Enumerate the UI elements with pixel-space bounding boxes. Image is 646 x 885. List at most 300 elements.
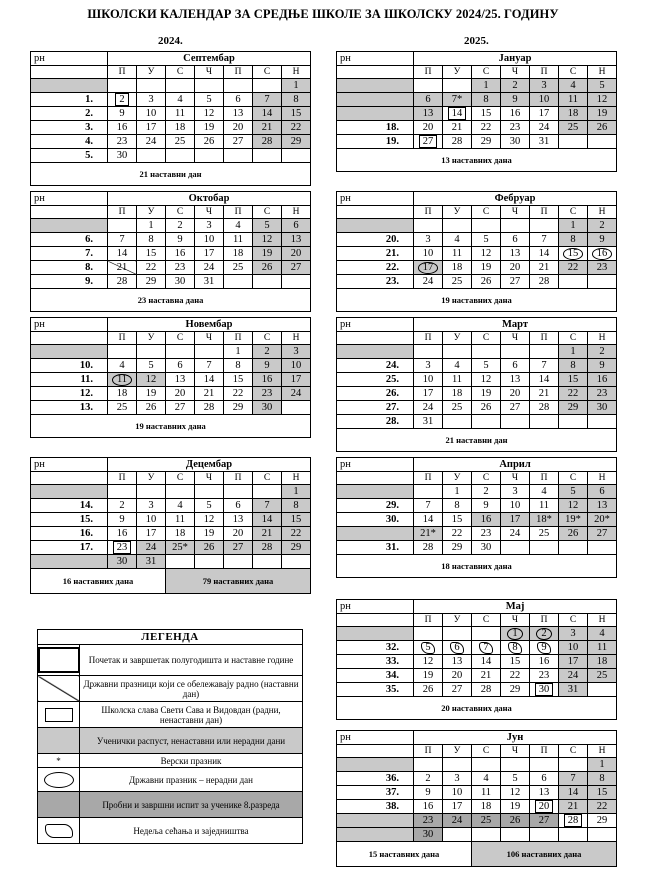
day-cell bbox=[443, 814, 472, 828]
day-number: 7 bbox=[570, 772, 576, 784]
day-cell bbox=[224, 485, 253, 499]
week-number: 8. bbox=[31, 261, 108, 275]
day-cell bbox=[137, 261, 166, 275]
day-number: 2 bbox=[536, 628, 551, 640]
day-cell bbox=[472, 93, 501, 107]
day-number: 20 bbox=[535, 800, 554, 813]
day-cell bbox=[588, 800, 617, 814]
day-cell bbox=[166, 93, 195, 107]
day-header: Н bbox=[282, 472, 311, 485]
day-cell bbox=[108, 387, 137, 401]
day-header: У bbox=[137, 66, 166, 79]
day-number: 22 bbox=[290, 121, 302, 133]
week-row bbox=[31, 261, 311, 275]
day-cell bbox=[253, 527, 282, 541]
day-cell bbox=[588, 814, 617, 828]
day-number: 20 bbox=[232, 527, 244, 539]
day-number: 11 bbox=[232, 233, 244, 245]
day-number: 8 bbox=[570, 359, 576, 371]
week-row bbox=[337, 627, 617, 641]
day-number: 28 bbox=[451, 135, 463, 147]
day-cell bbox=[282, 373, 311, 387]
day-cell bbox=[253, 79, 282, 93]
day-number: 26 bbox=[509, 814, 521, 826]
day-cell bbox=[443, 758, 472, 772]
day-cell bbox=[588, 669, 617, 683]
day-cell bbox=[253, 135, 282, 149]
day-number: 2 bbox=[483, 485, 489, 497]
day-cell bbox=[166, 121, 195, 135]
month-teaching-days: 18 наставних дана bbox=[337, 555, 617, 578]
day-cell bbox=[530, 219, 559, 233]
day-cell bbox=[443, 800, 472, 814]
day-cell bbox=[501, 627, 530, 641]
day-number: 25 bbox=[567, 121, 579, 133]
day-number: 19 bbox=[509, 800, 521, 812]
day-cell bbox=[559, 219, 588, 233]
week-number bbox=[337, 828, 414, 842]
day-cell bbox=[253, 233, 282, 247]
day-number: 14 bbox=[480, 655, 492, 667]
day-cell bbox=[530, 627, 559, 641]
legend-symbol-slash bbox=[38, 676, 80, 702]
day-cell bbox=[224, 555, 253, 569]
day-cell bbox=[559, 655, 588, 669]
day-header: С bbox=[253, 206, 282, 219]
day-cell bbox=[282, 555, 311, 569]
day-cell bbox=[195, 499, 224, 513]
day-cell bbox=[530, 79, 559, 93]
rn-label: рн bbox=[31, 318, 108, 332]
day-cell bbox=[282, 345, 311, 359]
day-cell bbox=[443, 79, 472, 93]
day-cell bbox=[414, 107, 443, 121]
day-cell bbox=[501, 135, 530, 149]
day-cell bbox=[137, 359, 166, 373]
day-number: 11 bbox=[174, 513, 186, 525]
week-number: 31. bbox=[337, 541, 414, 555]
day-cell bbox=[472, 800, 501, 814]
day-number: 1 bbox=[507, 628, 522, 640]
day-cell bbox=[559, 627, 588, 641]
day-cell bbox=[195, 93, 224, 107]
day-number: 15 bbox=[567, 373, 579, 385]
day-number: 23 bbox=[596, 261, 608, 273]
day-number: 6 bbox=[177, 359, 183, 371]
day-number: 24 bbox=[290, 387, 302, 399]
day-cell bbox=[443, 107, 472, 121]
day-header: Ч bbox=[501, 206, 530, 219]
day-cell bbox=[137, 107, 166, 121]
day-cell bbox=[588, 261, 617, 275]
day-number: 15 bbox=[509, 655, 521, 667]
day-header: П bbox=[530, 66, 559, 79]
day-cell bbox=[414, 219, 443, 233]
day-number: 26 bbox=[145, 401, 157, 413]
week-number: 38. bbox=[337, 800, 414, 814]
day-cell bbox=[443, 641, 472, 655]
day-cell bbox=[588, 655, 617, 669]
day-number: 8 bbox=[293, 93, 299, 105]
day-number: 1 bbox=[235, 345, 241, 357]
day-cell bbox=[195, 275, 224, 289]
week-row bbox=[31, 107, 311, 121]
week-row bbox=[337, 373, 617, 387]
day-number: 23 bbox=[538, 669, 550, 681]
day-number: 5 bbox=[206, 93, 212, 105]
day-cell bbox=[195, 107, 224, 121]
day-cell bbox=[108, 107, 137, 121]
week-number bbox=[31, 555, 108, 569]
day-cell bbox=[588, 627, 617, 641]
day-cell bbox=[414, 233, 443, 247]
day-cell bbox=[414, 485, 443, 499]
day-cell bbox=[108, 149, 137, 163]
day-cell bbox=[414, 275, 443, 289]
week-row bbox=[337, 786, 617, 800]
day-number: 9 bbox=[119, 107, 125, 119]
day-number: 2 bbox=[512, 79, 518, 91]
day-number: 17 bbox=[451, 800, 463, 812]
day-header: П bbox=[414, 332, 443, 345]
day-cell bbox=[224, 219, 253, 233]
week-row bbox=[337, 261, 617, 275]
legend-symbol-flag bbox=[38, 818, 80, 844]
day-number: 21 bbox=[567, 800, 579, 812]
day-cell bbox=[530, 669, 559, 683]
day-number: 21 bbox=[261, 527, 273, 539]
day-number: 6 bbox=[512, 233, 518, 245]
day-number: 21 bbox=[480, 669, 492, 681]
day-number: 15 bbox=[145, 247, 157, 259]
day-header: Ч bbox=[501, 614, 530, 627]
day-cell bbox=[472, 499, 501, 513]
day-number: 29 bbox=[290, 135, 302, 147]
day-cell bbox=[166, 485, 195, 499]
day-cell bbox=[166, 527, 195, 541]
day-number: 1 bbox=[599, 758, 605, 770]
day-cell bbox=[501, 485, 530, 499]
day-header: У bbox=[137, 332, 166, 345]
day-cell bbox=[559, 135, 588, 149]
calendar-sep bbox=[30, 51, 311, 186]
day-header: У bbox=[137, 472, 166, 485]
day-cell bbox=[501, 499, 530, 513]
day-cell bbox=[414, 415, 443, 429]
week-number bbox=[337, 93, 414, 107]
day-header: У bbox=[443, 472, 472, 485]
month-name: Март bbox=[414, 318, 617, 332]
day-cell bbox=[443, 275, 472, 289]
day-number: 20 bbox=[232, 121, 244, 133]
day-number: 18 bbox=[567, 107, 579, 119]
day-cell bbox=[253, 401, 282, 415]
day-number: 6 bbox=[541, 772, 547, 784]
day-number: 17 bbox=[567, 655, 579, 667]
day-header: Н bbox=[588, 332, 617, 345]
month-teaching-days: 21 наставни дан bbox=[337, 429, 617, 452]
day-header: П bbox=[530, 332, 559, 345]
day-number: 25 bbox=[116, 401, 128, 413]
day-cell bbox=[224, 401, 253, 415]
day-cell bbox=[137, 247, 166, 261]
day-cell bbox=[588, 373, 617, 387]
day-cell bbox=[108, 219, 137, 233]
day-cell bbox=[472, 627, 501, 641]
day-number: 26 bbox=[596, 121, 608, 133]
day-header: П bbox=[224, 472, 253, 485]
day-number: 23 bbox=[113, 541, 132, 554]
day-cell bbox=[443, 485, 472, 499]
day-number: 8 bbox=[454, 499, 460, 511]
day-cell bbox=[282, 261, 311, 275]
day-number: 7 bbox=[541, 359, 547, 371]
day-number: 31 bbox=[538, 135, 550, 147]
day-number: 28 bbox=[538, 401, 550, 413]
day-number: 10 bbox=[290, 359, 302, 371]
day-number: 29 bbox=[509, 683, 521, 695]
day-cell bbox=[108, 401, 137, 415]
day-cell bbox=[588, 387, 617, 401]
week-row bbox=[31, 401, 311, 415]
day-header: П bbox=[108, 66, 137, 79]
day-number: 25* bbox=[172, 541, 188, 553]
day-cell bbox=[559, 772, 588, 786]
day-number: 16 bbox=[509, 107, 521, 119]
day-cell bbox=[253, 107, 282, 121]
week-number: 37. bbox=[337, 786, 414, 800]
day-number: 18 bbox=[451, 261, 463, 273]
day-number: 30 bbox=[261, 401, 273, 413]
week-row bbox=[31, 121, 311, 135]
calendar-nov bbox=[30, 317, 311, 438]
day-cell bbox=[414, 828, 443, 842]
day-cell bbox=[166, 261, 195, 275]
day-number: 12 bbox=[509, 786, 521, 798]
day-cell bbox=[414, 627, 443, 641]
day-cell bbox=[414, 261, 443, 275]
day-number: 2 bbox=[264, 345, 270, 357]
day-cell bbox=[472, 219, 501, 233]
day-cell bbox=[414, 786, 443, 800]
day-cell bbox=[501, 261, 530, 275]
day-number: 15 bbox=[451, 513, 463, 525]
day-cell bbox=[501, 93, 530, 107]
week-number bbox=[337, 814, 414, 828]
day-number: 27 bbox=[451, 683, 463, 695]
day-number: 20 bbox=[290, 247, 302, 259]
day-number: 22 bbox=[567, 261, 579, 273]
week-number bbox=[31, 219, 108, 233]
day-number: 18 bbox=[174, 121, 186, 133]
week-row bbox=[337, 121, 617, 135]
day-cell bbox=[472, 758, 501, 772]
day-cell bbox=[443, 401, 472, 415]
day-number: 29 bbox=[145, 275, 157, 287]
day-number: 4 bbox=[570, 79, 576, 91]
day-header: С bbox=[559, 472, 588, 485]
year-label-left: 2024. bbox=[158, 35, 183, 47]
week-row bbox=[31, 93, 311, 107]
day-number: 16 bbox=[538, 655, 550, 667]
day-cell bbox=[282, 79, 311, 93]
week-number: 4. bbox=[31, 135, 108, 149]
day-cell bbox=[472, 373, 501, 387]
day-number: 8 bbox=[148, 233, 154, 245]
day-cell bbox=[559, 641, 588, 655]
week-row bbox=[337, 219, 617, 233]
day-cell bbox=[530, 513, 559, 527]
day-number: 19 bbox=[422, 669, 434, 681]
legend-title: ЛЕГЕНДА bbox=[38, 630, 303, 645]
week-number: 35. bbox=[337, 683, 414, 697]
day-number: 30 bbox=[596, 401, 608, 413]
day-number: 21 bbox=[451, 121, 463, 133]
day-header: Н bbox=[282, 332, 311, 345]
day-cell bbox=[282, 149, 311, 163]
day-cell bbox=[472, 79, 501, 93]
week-number: 25. bbox=[337, 373, 414, 387]
day-cell bbox=[224, 79, 253, 93]
day-cell bbox=[443, 415, 472, 429]
day-cell bbox=[108, 541, 137, 555]
day-number: 16 bbox=[596, 373, 608, 385]
day-cell bbox=[108, 527, 137, 541]
day-number: 15 bbox=[480, 107, 492, 119]
day-number: 7* bbox=[451, 93, 463, 105]
day-cell bbox=[530, 121, 559, 135]
calendar-jan bbox=[336, 51, 617, 172]
day-number: 1 bbox=[454, 485, 460, 497]
day-number: 7 bbox=[479, 642, 492, 654]
day-cell bbox=[137, 555, 166, 569]
day-cell bbox=[282, 541, 311, 555]
day-header: С bbox=[559, 206, 588, 219]
day-cell bbox=[253, 373, 282, 387]
day-cell bbox=[195, 261, 224, 275]
day-cell bbox=[195, 401, 224, 415]
day-cell bbox=[108, 79, 137, 93]
day-number: 21 bbox=[203, 387, 215, 399]
week-col-header bbox=[337, 472, 414, 485]
day-number: 16 bbox=[480, 513, 492, 525]
week-number bbox=[31, 485, 108, 499]
day-cell bbox=[472, 513, 501, 527]
day-cell bbox=[530, 814, 559, 828]
day-number: 29 bbox=[290, 541, 302, 553]
day-cell bbox=[588, 79, 617, 93]
day-number: 26 bbox=[567, 527, 579, 539]
day-number: 9 bbox=[599, 359, 605, 371]
day-header: П bbox=[224, 206, 253, 219]
day-cell bbox=[137, 485, 166, 499]
day-number: 17 bbox=[422, 387, 434, 399]
day-cell bbox=[472, 415, 501, 429]
legend-symbol-dark bbox=[38, 792, 80, 818]
month-name: Мај bbox=[414, 600, 617, 614]
day-cell bbox=[443, 373, 472, 387]
legend-symbol-star: * bbox=[38, 754, 80, 768]
day-number: 9 bbox=[512, 93, 518, 105]
day-number: 4 bbox=[119, 359, 125, 371]
day-header: С bbox=[472, 206, 501, 219]
day-cell bbox=[108, 345, 137, 359]
day-number: 4 bbox=[454, 359, 460, 371]
legend bbox=[37, 629, 303, 844]
day-cell bbox=[443, 219, 472, 233]
day-number: 14 bbox=[422, 513, 434, 525]
week-number: 13. bbox=[31, 401, 108, 415]
day-number: 7 bbox=[206, 359, 212, 371]
day-cell bbox=[282, 513, 311, 527]
rn-label: рн bbox=[337, 600, 414, 614]
day-cell bbox=[253, 261, 282, 275]
week-row bbox=[337, 513, 617, 527]
week-row bbox=[337, 758, 617, 772]
day-number: 17 bbox=[145, 527, 157, 539]
week-row bbox=[337, 527, 617, 541]
day-cell bbox=[559, 121, 588, 135]
day-cell bbox=[588, 121, 617, 135]
day-cell bbox=[108, 261, 137, 275]
week-number bbox=[337, 345, 414, 359]
week-row bbox=[31, 485, 311, 499]
day-cell bbox=[414, 800, 443, 814]
week-row bbox=[31, 135, 311, 149]
day-number: 27 bbox=[509, 401, 521, 413]
day-header: Н bbox=[588, 206, 617, 219]
year-label-right: 2025. bbox=[464, 35, 489, 47]
week-number bbox=[31, 345, 108, 359]
day-cell bbox=[224, 135, 253, 149]
day-cell bbox=[559, 499, 588, 513]
day-cell bbox=[166, 107, 195, 121]
day-cell bbox=[195, 219, 224, 233]
day-cell bbox=[414, 541, 443, 555]
month-name: Април bbox=[414, 458, 617, 472]
day-number: 15 bbox=[596, 786, 608, 798]
day-number: 19 bbox=[480, 387, 492, 399]
calendar-dec bbox=[30, 457, 311, 594]
day-number: 11 bbox=[451, 247, 463, 259]
day-cell bbox=[282, 387, 311, 401]
day-number: 28 bbox=[203, 401, 215, 413]
legend-text-semester: Почетак и завршетак полугодишта и наставне године bbox=[80, 645, 303, 676]
day-header: С bbox=[472, 745, 501, 758]
day-cell bbox=[501, 814, 530, 828]
week-row bbox=[337, 415, 617, 429]
day-number: 17 bbox=[145, 121, 157, 133]
day-number: 6 bbox=[235, 93, 241, 105]
day-number: 28 bbox=[422, 541, 434, 553]
week-number: 18. bbox=[337, 121, 414, 135]
legend-text-remembrance: Недеља сећања и заједништва bbox=[80, 818, 303, 844]
day-cell bbox=[501, 373, 530, 387]
day-header: Ч bbox=[501, 66, 530, 79]
week-number: 24. bbox=[337, 359, 414, 373]
day-number: 20 bbox=[174, 387, 186, 399]
month-teaching-days: 21 наставни дан bbox=[31, 163, 311, 186]
day-cell bbox=[282, 401, 311, 415]
day-number: 17 bbox=[290, 373, 302, 385]
day-cell bbox=[472, 669, 501, 683]
day-header: Ч bbox=[195, 206, 224, 219]
day-cell bbox=[501, 527, 530, 541]
week-row bbox=[337, 93, 617, 107]
day-header: П bbox=[414, 745, 443, 758]
day-number: 19 bbox=[261, 247, 273, 259]
day-cell bbox=[195, 387, 224, 401]
